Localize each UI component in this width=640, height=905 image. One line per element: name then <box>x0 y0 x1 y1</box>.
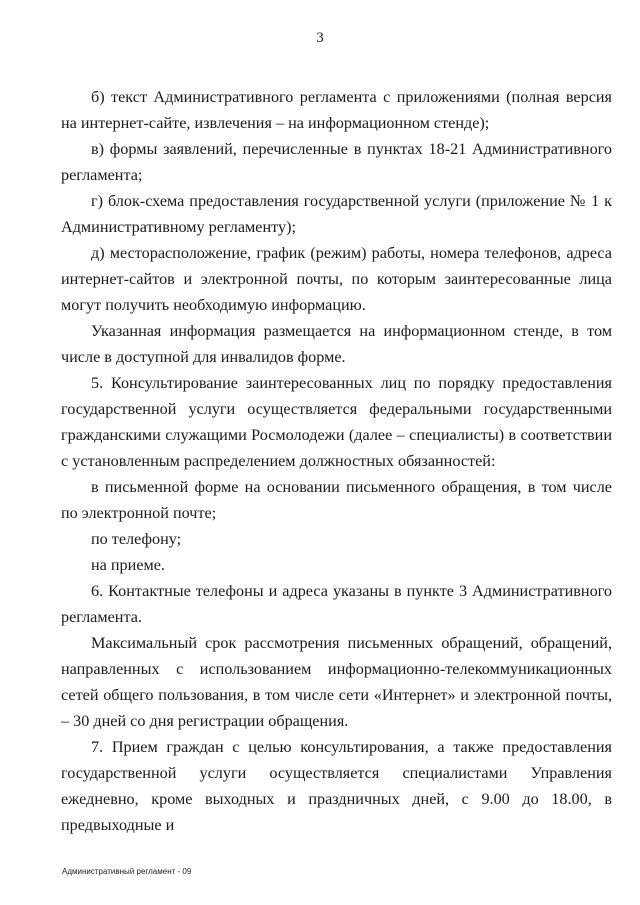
paragraph-phone: по телефону; <box>91 530 182 548</box>
paragraph-v: в) формы заявлений, перечисленные в пунктах 18-21 Административного регламента; <box>61 140 612 184</box>
page-number: 3 <box>316 30 324 46</box>
footer-doc-label: Административный регламент - 09 <box>62 867 192 876</box>
paragraph-written-form: в письменной форме на основании письменного обращения, в том числе по электронной почте; <box>61 478 612 522</box>
paragraph-info-stand: Указанная информация размещается на информационном стенде, в том числе в доступной для инвалидов форме. <box>61 322 612 366</box>
paragraph-max-term: Максимальный срок рассмотрения письменных обращений, обращений, направленных с использованием информационно-телекоммуникационных сетей общего пользования, в том числе сети «Интернет» и электронной почты, – 30 дней со дня регистрации обращения. <box>61 634 612 730</box>
paragraph-6: 6. Контактные телефоны и адреса указаны в пункте 3 Административного регламента. <box>61 582 612 626</box>
paragraph-d: д) месторасположение, график (режим) работы, номера телефонов, адреса интернет-сайтов и электронной почты, по которым заинтересованные лица могут получить необходимую информацию. <box>61 244 612 314</box>
document-body <box>61 84 612 838</box>
paragraph-5: 5. Консультирование заинтересованных лиц по порядку предоставления государственной услуги осуществляется федеральными государственными гражданскими служащими Росмолодежи (далее – специалисты) в соответствии с установленным распределением должностных обязанностей: <box>61 374 612 470</box>
paragraph-g: г) блок-схема предоставления государственной услуги (приложение № 1 к Административному регламенту); <box>61 192 612 236</box>
paragraph-reception: на приеме. <box>91 556 165 574</box>
paragraph-b: б) текст Административного регламента с приложениями (полная версия на интернет-сайте, извлечения – на информационном стенде); <box>61 88 612 132</box>
paragraph-7: 7. Прием граждан с целью консультирования, а также предоставления государственной услуги осуществляется специалистами Управления ежедневно, кроме выходных и праздничных дней, с 9.00 до 18.00, в предвыходные и <box>61 738 612 834</box>
